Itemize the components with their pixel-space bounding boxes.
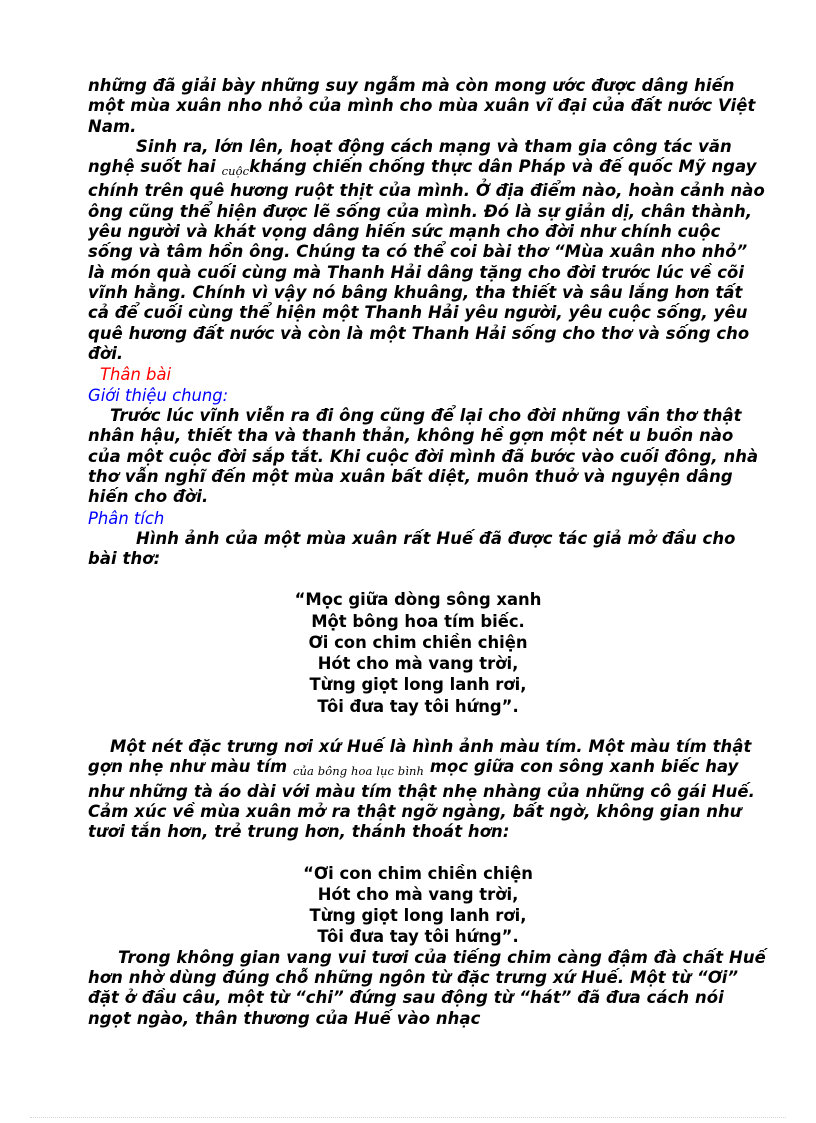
poem-stanza-2: [88, 863, 768, 948]
gioi-thieu-paragraph: Trước lúc vĩnh viễn ra đi ông cũng để lại cho đời những vần thơ thật nhân hậu, thiết tha và thanh thản, không hề gợn một nét u buồn nào của một cuộc đời sắp tắt. Khi cuộc đời mình đã bước vào cuối đông, nhà thơ vẫn nghĩ đến một mùa xuân bất diệt, muôn thuở và nguyện dâng hiến cho đời.: [88, 406, 759, 507]
poem-line: Hót cho mà vang trời,: [317, 654, 519, 674]
poem-line: Từng giọt long lanh rơi,: [309, 675, 527, 695]
intro-paragraph-2: [88, 137, 768, 364]
phan-tich-paragraph-2-start: Một nét đặc trưng nơi xứ Huế là hình ảnh màu tím. Một màu tím thật gợn nhẹ như màu tím: [88, 737, 752, 777]
spacer: [88, 843, 768, 863]
poem-line: Một bông hoa tím biếc.: [311, 611, 525, 631]
inline-small-note: của bông hoa lục bình: [293, 764, 425, 779]
phan-tich-paragraph-2: [88, 737, 768, 842]
spacer: [88, 569, 768, 589]
poem-line: Ơi con chim chiền chiện: [308, 632, 528, 652]
poem-line: “Ơi con chim chiền chiện: [303, 863, 533, 883]
intro-paragraph-2-start: Sinh ra, lớn lên, hoạt động cách mạng và tham gia công tác văn nghệ suốt hai: [88, 136, 732, 177]
poem-stanza-1: [88, 589, 768, 717]
phan-tich-paragraph-3: Trong không gian vang vui tươi của tiếng chim càng đậm đà chất Huế hơn nhờ dùng đúng chỗ những ngôn từ đặc trưng xứ Huế. Một từ “Ơi” đặt ở đầu câu, một từ “chi” đứng sau động từ “hát” đã đưa cách nói ngọt ngào, thân thương của Huế vào nhạc: [88, 947, 766, 1028]
subheading-gioi-thieu: Giới thiệu chung:: [88, 386, 229, 406]
subheading-phan-tich: Phân tích: [88, 508, 165, 528]
section-heading-than-bai: Thân bài: [100, 365, 172, 385]
poem-line: Tôi đưa tay tôi hứng”.: [317, 927, 519, 947]
poem-line: “Mọc giữa dòng sông xanh: [294, 590, 542, 610]
inline-small-note: cuộc: [221, 164, 250, 179]
phan-tich-paragraph-2-end: mọc giữa con sông xanh biếc hay như những tà áo dài với màu tím thật nhẹ nhàng của những cô gái Huế. Cảm xúc về mùa xuân mở ra thật ngỡ ngàng, bất ngờ, không gian như tươi tắn hơn, trẻ trung hơn, thánh thoát hơn:: [88, 757, 755, 842]
intro-paragraph-1: những đã giải bày những suy ngẫm mà còn mong ước được dâng hiến một mùa xuân nho nhỏ của mình cho mùa xuân vĩ đại của đất nước Việt Nam.: [88, 76, 756, 136]
intro-paragraph-2-end: kháng chiến chống thực dân Pháp và đế quốc Mỹ ngay chính trên quê hương ruột thịt của mình. Ở địa điểm nào, hoàn cảnh nào ông cũng thể hiện được lẽ sống của mình. Đó là sự giản dị, chân thành, yêu người và khát vọng dâng hiến sức mạnh cho đời như chính cuộc sống và tâm hồn ông. Chúng ta có thể coi bài thơ “Mùa xuân nho nhỏ” là món quà cuối cùng mà Thanh Hải dâng tặng cho đời trước lúc về cõi vĩnh hằng. Chính vì vậy nó bâng khuâng, tha thiết và sâu lắng hơn tất cả để cuối cùng thể hiện một Thanh Hải yêu người, yêu cuộc sống, yêu quê hương đất nước và còn là một Thanh Hải sống cho thơ và sống cho đời.: [88, 157, 765, 363]
poem-line: Hót cho mà vang trời,: [317, 884, 519, 904]
poem-line: Từng giọt long lanh rơi,: [309, 906, 527, 926]
poem-line: Tôi đưa tay tôi hứng”.: [317, 696, 519, 716]
phan-tich-paragraph-1: Hình ảnh của một mùa xuân rất Huế đã được tác giả mở đầu cho bài thơ:: [88, 528, 736, 568]
spacer: [88, 717, 768, 737]
page-bottom-divider: [30, 1117, 786, 1118]
document-page: [88, 76, 768, 1029]
